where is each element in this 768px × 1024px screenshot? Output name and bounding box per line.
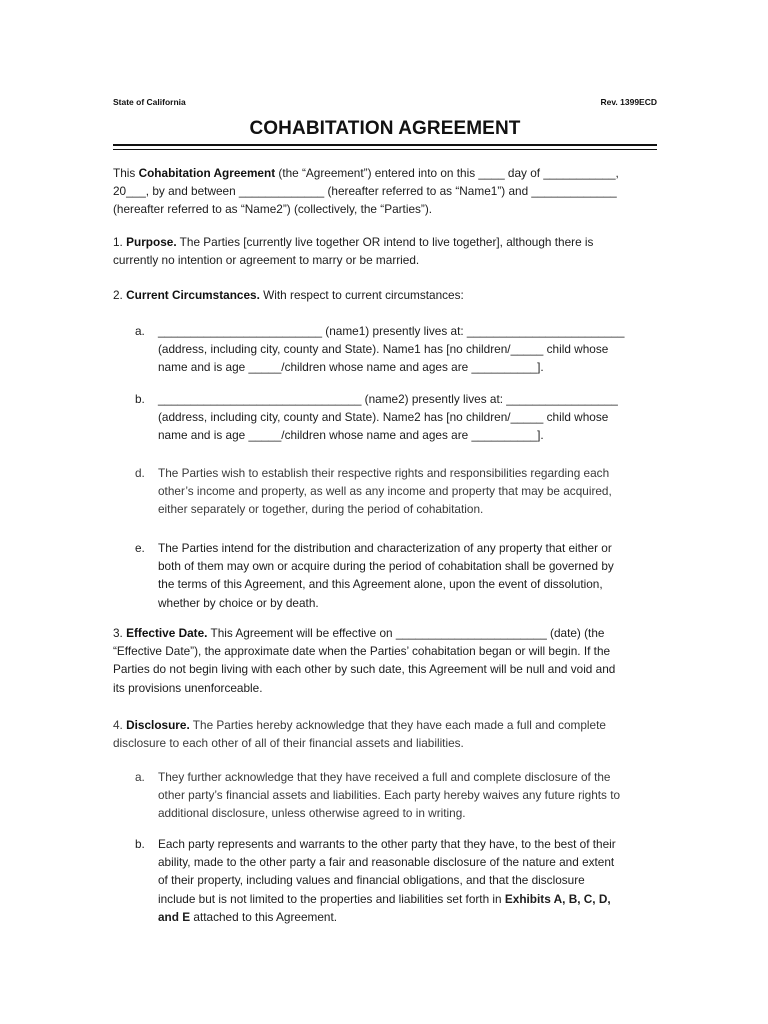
item-text: include but is not limited to the properties and liabilities set forth in — [158, 891, 505, 906]
section-disclosure — [113, 716, 661, 752]
circumstance-item-a — [135, 322, 663, 377]
circumstance-item-b — [135, 390, 663, 445]
item-line: whether by choice or by death. — [158, 595, 319, 610]
effective-line-1 — [113, 624, 661, 642]
intro-paragraph — [113, 164, 661, 219]
item-line: name and is age _____/children whose name and ages are __________]. — [158, 428, 544, 443]
list-item-text — [158, 464, 663, 519]
exhibits-bold: and E — [158, 909, 191, 924]
intro-line-3: (hereafter referred to as “Name2”) (collectively, the “Parties”). — [113, 202, 433, 217]
circumstance-item-e — [135, 539, 663, 612]
section-circumstances — [113, 286, 661, 304]
effective-text: This Agreement will be effective on _______________________ (date) (the — [207, 626, 605, 640]
section-heading: Current Circumstances. — [126, 288, 260, 302]
list-item-text — [158, 539, 663, 612]
list-item-text — [158, 322, 663, 377]
purpose-line-1 — [113, 233, 661, 251]
section-effective-date — [113, 624, 661, 697]
disclosure-item-a — [135, 768, 663, 823]
intro-line-1 — [113, 164, 661, 182]
section-purpose — [113, 233, 661, 269]
circumstance-item-d — [135, 464, 663, 519]
item-line — [158, 890, 663, 908]
intro-text: (the “Agreement”) entered into on this ____ day of ___________, — [275, 166, 619, 180]
item-line: other party’s financial assets and liabilities. Each party hereby waives any future rights to — [158, 788, 621, 803]
list-item-text — [158, 835, 663, 926]
purpose-text: The Parties [currently live together OR intend to live together], although there is — [176, 235, 594, 249]
item-line: Each party represents and warrants to the other party that they have, to the best of their — [158, 837, 616, 851]
list-marker: b. — [135, 837, 145, 851]
list-marker: b. — [135, 392, 145, 406]
item-line: _________________________ (name1) presently lives at: ________________________ — [158, 324, 625, 338]
purpose-line-2: currently no intention or agreement to marry or be married. — [113, 253, 420, 268]
section-number: 1. — [113, 235, 127, 249]
list-item-text — [158, 768, 663, 823]
item-line: both of them may own or acquire during the period of cohabitation shall be governed by — [158, 559, 614, 574]
circumstances-line-1 — [113, 286, 661, 304]
section-number: 2. — [113, 288, 127, 302]
effective-line-2: “Effective Date”), the approximate date when the Parties’ cohabitation began or will begin. If the — [113, 644, 611, 659]
list-marker: e. — [135, 541, 145, 555]
item-line: other’s income and property, as well as any income and property that may be acquired, — [158, 484, 612, 499]
item-line: The Parties intend for the distribution and characterization of any property that either or — [158, 541, 612, 555]
disclosure-line-2: disclosure to each other of all of their financial assets and liabilities. — [113, 736, 464, 751]
item-line: _______________________________ (name2) presently lives at: _________________ — [158, 392, 618, 406]
item-line: either separately or together, during the period of cohabitation. — [158, 502, 484, 517]
item-line: The Parties wish to establish their respective rights and responsibilities regarding each — [158, 466, 610, 480]
state-label: State of California — [113, 97, 186, 107]
item-line: ability, made to the other party a fair and reasonable disclosure of the nature and extent — [158, 855, 615, 870]
item-line: name and is age _____/children whose name and ages are __________]. — [158, 360, 544, 375]
list-marker: d. — [135, 466, 145, 480]
disclosure-text: The Parties hereby acknowledge that they have each made a full and complete — [189, 718, 606, 732]
list-item-text — [158, 390, 663, 445]
section-number: 4. — [113, 718, 127, 732]
title-rule-thick — [113, 144, 657, 146]
item-line: They further acknowledge that they have received a full and complete disclosure of the — [158, 770, 611, 784]
item-line — [158, 908, 663, 926]
intro-line-2: 20___, by and between _____________ (hereafter referred to as “Name1”) and _____________ — [113, 184, 617, 199]
disclosure-item-b — [135, 835, 663, 926]
item-text: attached to this Agreement. — [190, 909, 338, 924]
list-marker: a. — [135, 770, 145, 784]
disclosure-line-1 — [113, 716, 661, 734]
section-heading: Disclosure. — [126, 718, 190, 732]
revision-label: Rev. 1399ECD — [600, 97, 657, 107]
item-line: (address, including city, county and State). Name1 has [no children/_____ child whose — [158, 342, 609, 357]
item-line: the terms of this Agreement, and this Agreement alone, upon the event of dissolution, — [158, 577, 603, 592]
item-line: of their property, including values and financial obligations, and that the disclosure — [158, 873, 585, 888]
title-rule-thin — [113, 149, 657, 150]
effective-line-3: Parties do not begin living with each other by such date, this Agreement will be null and void and — [113, 662, 616, 677]
agreement-name-bold: Cohabitation Agreement — [138, 166, 276, 180]
section-number: 3. — [113, 626, 127, 640]
section-heading: Effective Date. — [126, 626, 208, 640]
effective-line-4: its provisions unenforceable. — [113, 680, 263, 695]
intro-text: This — [113, 166, 139, 180]
section-heading: Purpose. — [126, 235, 177, 249]
item-line: additional disclosure, unless otherwise agreed to in writing. — [158, 806, 466, 821]
document-title: COHABITATION AGREEMENT — [249, 118, 521, 139]
list-marker: a. — [135, 324, 145, 338]
exhibits-bold: Exhibits A, B, C, D, — [504, 891, 611, 906]
circumstances-text: With respect to current circumstances: — [259, 288, 464, 302]
item-line: (address, including city, county and State). Name2 has [no children/_____ child whose — [158, 410, 609, 425]
